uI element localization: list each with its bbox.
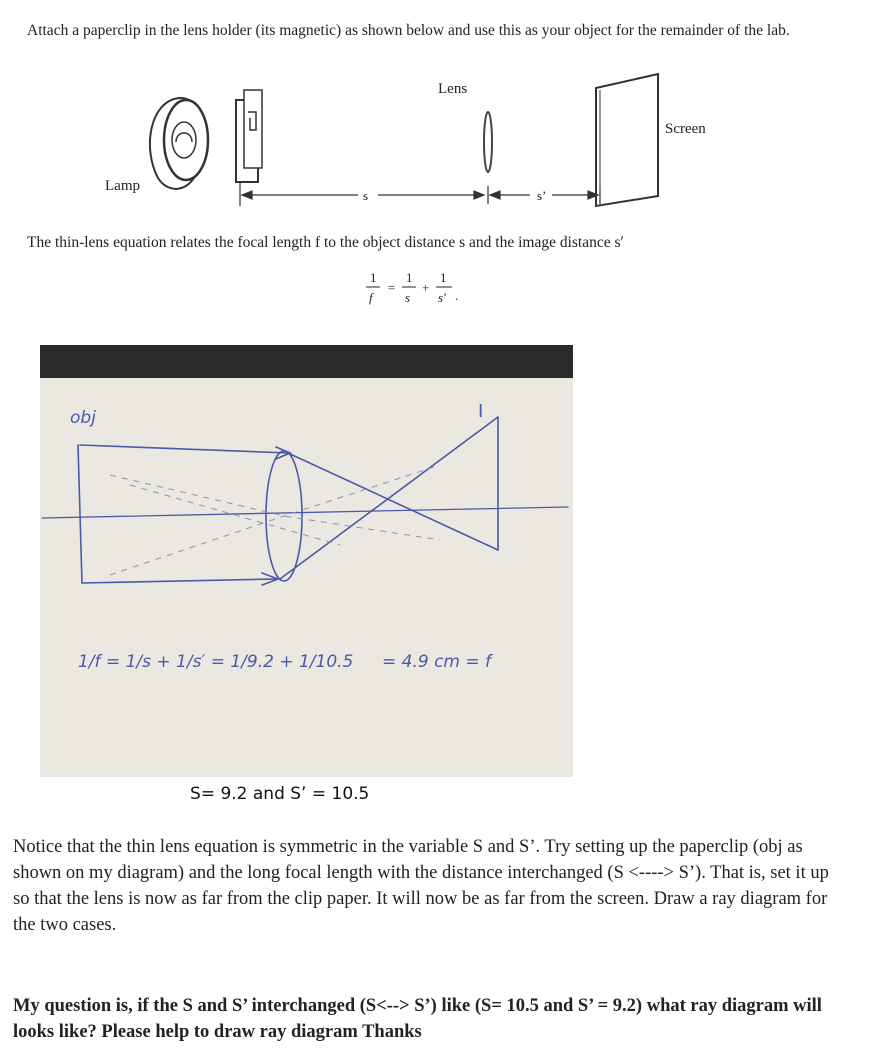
distance-s-arrow [240,182,484,206]
setup-figure [0,70,892,220]
eq-equals: = [388,280,396,295]
question-paragraph: My question is, if the S and S’ interchanged (S<--> S’) like (S= 10.5 and S’ = 9.2) what ray diagram will looks like? Please help to draw ray diagram Thanks [13,996,822,1042]
obj-label: obj [70,408,96,428]
object-holder-icon [236,90,262,182]
ray-diagram-photo [40,345,573,777]
eq-t1-num: 1 [406,270,413,285]
handwritten-equation-1: 1/f = 1/s + 1/s′ = 1/9.2 + 1/10.5 [78,652,354,672]
lamp-icon [150,98,208,189]
handwritten-equation-2: = 4.9 cm = f [382,652,492,672]
eq-lhs-num: 1 [370,270,377,285]
thin-lens-text: The thin-lens equation relates the focal length f to the object distance s and the image distance s′ [27,234,624,251]
image-label: I [478,401,484,422]
photo-caption: S= 9.2 and S’ = 10.5 [190,784,370,804]
notice-paragraph: Notice that the thin lens equation is symmetric in the variable S and S’. Try setting up the paperclip (obj as shown on my diagram) and the long focal length with the distance interchanged (S <----> S’). That is, set it up so that the lens is now as far from the clip paper. It will now be as far from the screen. Draw a ray diagram for the two cases. [13,837,829,935]
intro-paragraph: Attach a paperclip in the lens holder (its magnetic) as shown below and use this as your object for the remainder of the lab. [27,22,790,39]
s-prime-label: s’ [537,188,547,203]
lens-label: Lens [438,81,468,97]
s-label: s [363,188,369,203]
lens-icon [484,112,492,172]
eq-lhs-den: f [369,290,373,305]
eq-t1-den: s [405,290,411,305]
eq-plus: + [422,280,430,295]
eq-t2-den: s′ [438,290,446,305]
lamp-label: Lamp [105,178,140,194]
screen-icon [596,74,658,206]
eq-period: . [455,288,459,303]
screen-label: Screen [665,121,706,137]
hand-drawn-ray-diagram [40,345,573,777]
thin-lens-equation [360,270,500,314]
eq-t2-num: 1 [440,270,447,285]
